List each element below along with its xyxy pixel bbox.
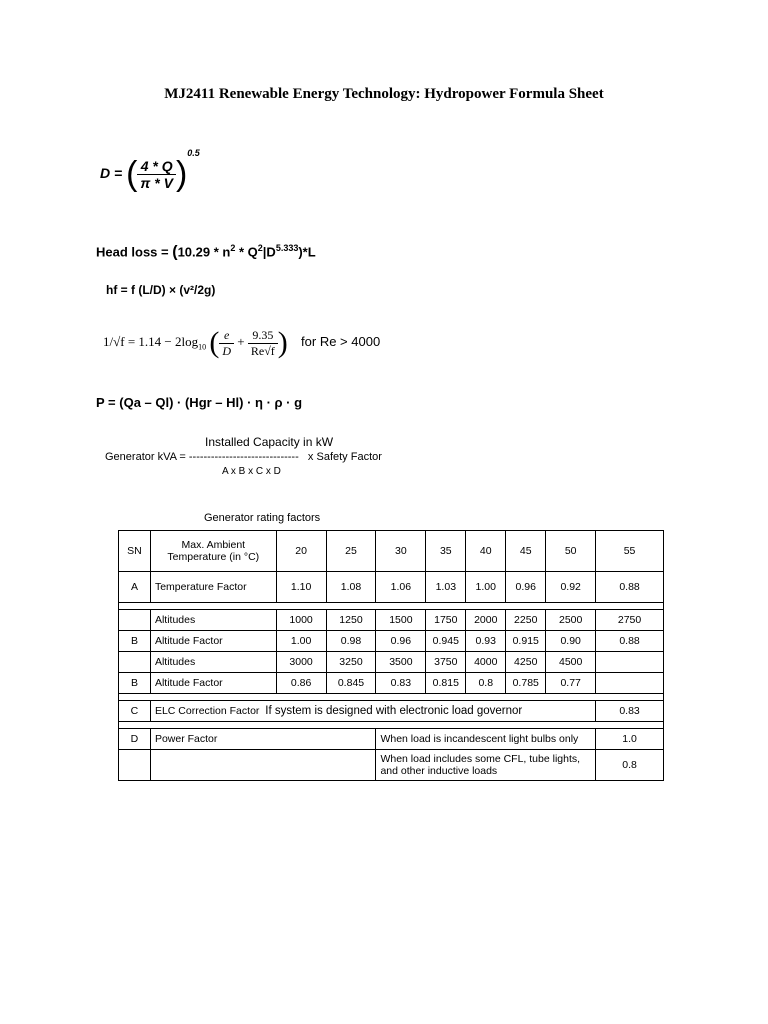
table-row: C ELC Correction Factor If system is designed with electronic load governor 0.83 <box>119 701 664 722</box>
table-row: A Temperature Factor 1.10 1.08 1.06 1.03 1.00 0.96 0.92 0.88 <box>119 572 664 603</box>
reynolds-condition: for Re > 4000 <box>301 333 381 349</box>
table-row: Altitudes 3000 3250 3500 3750 4000 4250 4500 <box>119 652 664 673</box>
diameter-formula: D = ( $\frac{4 * Q}{\pi * V}$ )$^{0.5}$ <box>100 148 200 193</box>
formula-lhs: D = <box>100 165 123 181</box>
table-row: D Power Factor When load is incandescent light bulbs only 1.0 <box>119 729 664 750</box>
generator-rating-table <box>118 530 664 781</box>
table-row: SN Max. Ambient Temperature (in °C) 20 25 30 35 40 45 50 55 <box>119 531 664 572</box>
head-loss-formula: Head loss = $(10.29 * n^2 * Q^2|D^{5.333})*L$ <box>96 243 316 261</box>
table-row: When load includes some CFL, tube lights, and other inductive loads 0.8 <box>119 750 664 781</box>
table-row: B Altitude Factor 0.86 0.845 0.83 0.815 0.8 0.785 0.77 <box>119 673 664 694</box>
generator-denominator: A x B x C x D <box>222 466 281 477</box>
page-title: MJ2411 Renewable Energy Technology: Hydropower Formula Sheet <box>164 86 604 102</box>
table-title: Generator rating factors <box>204 512 321 524</box>
table-row: B Altitude Factor 1.00 0.98 0.96 0.945 0.93 0.915 0.90 0.88 <box>119 631 664 652</box>
power-formula: P = (Qa – Ql) · (Hgr – Hl) · η · ρ · g <box>96 395 303 410</box>
generator-numerator: Installed Capacity in kW <box>205 435 334 449</box>
generator-formula: Generator kVA = ------------------------------ x Safety Factor <box>105 451 382 463</box>
exponent: 0.5 <box>187 148 200 158</box>
table-row: Altitudes 1000 1250 1500 1750 2000 2250 2500 2750 <box>119 610 664 631</box>
fraction-denominator: π * V <box>140 174 173 191</box>
colebrook-formula: $1/√f = 1.14 - 2\log_{10}$ ( $\frac{e}{D}$ + $\frac{9.35}{Re√f}$ ) for Re > 4000 <box>103 326 381 359</box>
friction-head-formula: hf = f (L/D) × (v²/2g) <box>106 283 216 297</box>
fraction-numerator: 4 * Q <box>137 158 176 175</box>
